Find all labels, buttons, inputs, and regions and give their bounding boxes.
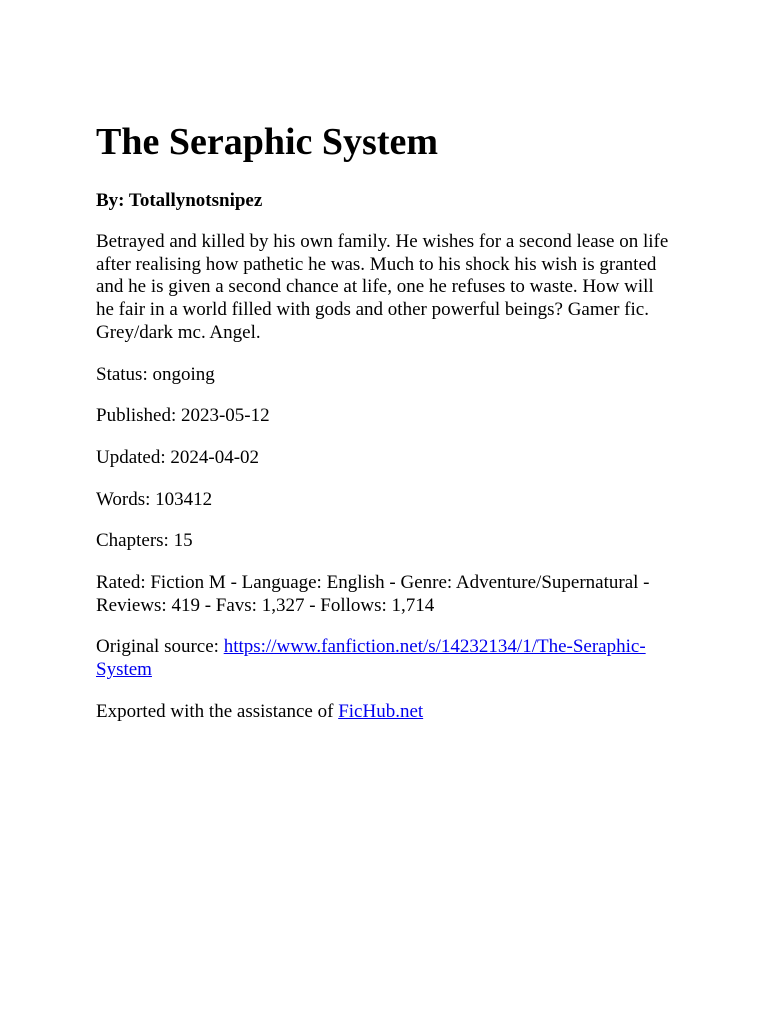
export-line [96,701,672,724]
original-source-link[interactable]: https://www.fanfiction.net/s/14232134/1/The-Seraphic-System [96,636,646,681]
story-summary: Betrayed and killed by his own family. He wishes for a second lease on life after realising how pathetic he was. Much to his shock his wish is granted and he is given a second chance at life, one he refuses to waste. How will he fair in a world filled with gods and other powerful beings? Gamer fic. Grey/dark mc. Angel. [96,231,669,343]
status-line: Status: ongoing [96,363,215,385]
rating-line: Rated: Fiction M - Language: English - Genre: Adventure/Supernatural - Reviews: 419 - Favs: 1,327 - Follows: 1,714 [96,572,650,616]
chapters-line: Chapters: 15 [96,530,193,552]
story-title: The Seraphic System [96,121,438,163]
fichub-link[interactable]: FicHub.net [338,700,424,722]
published-line: Published: 2023-05-12 [96,405,270,427]
author-line: By: Totallynotsnipez [96,190,263,211]
export-label: Exported with the assistance of [96,700,339,722]
updated-line: Updated: 2024-04-02 [96,446,260,468]
words-line: Words: 103412 [96,488,213,510]
original-source-line [96,636,672,681]
original-source-label: Original source: [96,636,224,658]
